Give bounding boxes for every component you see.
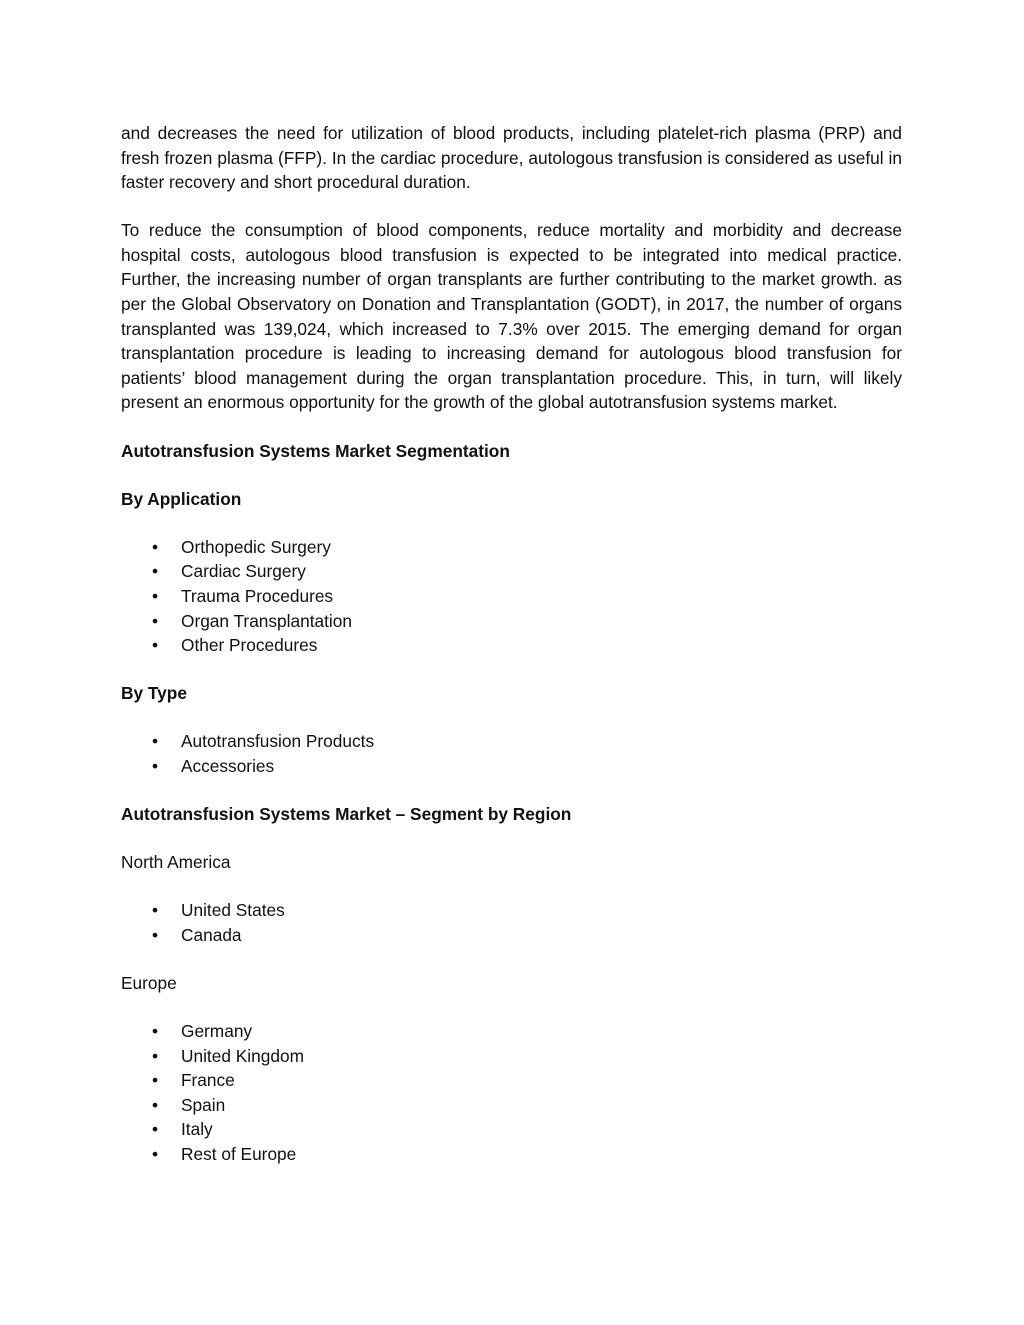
bullet-icon: • xyxy=(151,1094,159,1115)
list-item: • Rest of Europe xyxy=(121,1142,902,1167)
europe-label: Europe xyxy=(121,972,177,993)
intro-paragraph: and decreases the need for utilization of blood products, including platelet-rich plasma (PRP) and fresh frozen plasma (FFP). In the cardiac procedure, autologous transfusion is considered as useful in faster recovery and short procedural duration. xyxy=(121,123,902,193)
list-item: • Other Procedures xyxy=(121,633,902,658)
document-page xyxy=(121,121,902,1167)
north-america-list xyxy=(121,898,902,947)
segmentation-heading: Autotransfusion Systems Market Segmentation xyxy=(121,440,510,461)
list-item: • Autotransfusion Products xyxy=(121,729,902,754)
list-item: • Canada xyxy=(121,923,902,948)
list-item: • Cardiac Surgery xyxy=(121,559,902,584)
list-item: • Trauma Procedures xyxy=(121,584,902,609)
list-item: • Germany xyxy=(121,1019,902,1044)
list-item: • Organ Transplantation xyxy=(121,609,902,634)
bullet-icon: • xyxy=(151,1020,159,1041)
bullet-icon: • xyxy=(151,610,159,631)
bullet-icon: • xyxy=(151,585,159,606)
type-list xyxy=(121,729,902,778)
bullet-icon: • xyxy=(151,561,159,582)
list-item: • United Kingdom xyxy=(121,1044,902,1069)
bullet-icon: • xyxy=(151,1143,159,1164)
list-item: • United States xyxy=(121,898,902,923)
bullet-icon: • xyxy=(151,924,159,945)
bullet-icon: • xyxy=(151,1045,159,1066)
list-item: • France xyxy=(121,1068,902,1093)
bullet-icon: • xyxy=(151,536,159,557)
list-item: • Orthopedic Surgery xyxy=(121,535,902,560)
region-heading: Autotransfusion Systems Market – Segment by Region xyxy=(121,803,572,824)
bullet-icon: • xyxy=(151,900,159,921)
bullet-icon: • xyxy=(151,731,159,752)
europe-list xyxy=(121,1019,902,1167)
bullet-icon: • xyxy=(151,635,159,656)
list-item: • Italy xyxy=(121,1117,902,1142)
market-growth-paragraph: To reduce the consumption of blood components, reduce mortality and morbidity and decrease hospital costs, autologous blood transfusion is expected to be integrated into medical practice. Further, the increasing number of organ transplants are further contributing to the market growth. as per the Global Observatory on Donation and Transplantation (GODT), in 2017, the number of organs transplanted was 139,024, which increased to 7.3% over 2015. The emerging demand for organ transplantation procedure is leading to increasing demand for autologous blood transfusion for patients’ blood management during the organ transplantation procedure. This, in turn, will likely present an enormous opportunity for the growth of the global autotransfusion systems market. xyxy=(121,220,902,413)
by-type-heading: By Type xyxy=(121,683,187,704)
list-item: • Spain xyxy=(121,1093,902,1118)
bullet-icon: • xyxy=(151,755,159,776)
north-america-label: North America xyxy=(121,852,231,873)
by-application-heading: By Application xyxy=(121,488,242,509)
bullet-icon: • xyxy=(151,1070,159,1091)
list-item: • Accessories xyxy=(121,754,902,779)
bullet-icon: • xyxy=(151,1119,159,1140)
application-list xyxy=(121,535,902,658)
